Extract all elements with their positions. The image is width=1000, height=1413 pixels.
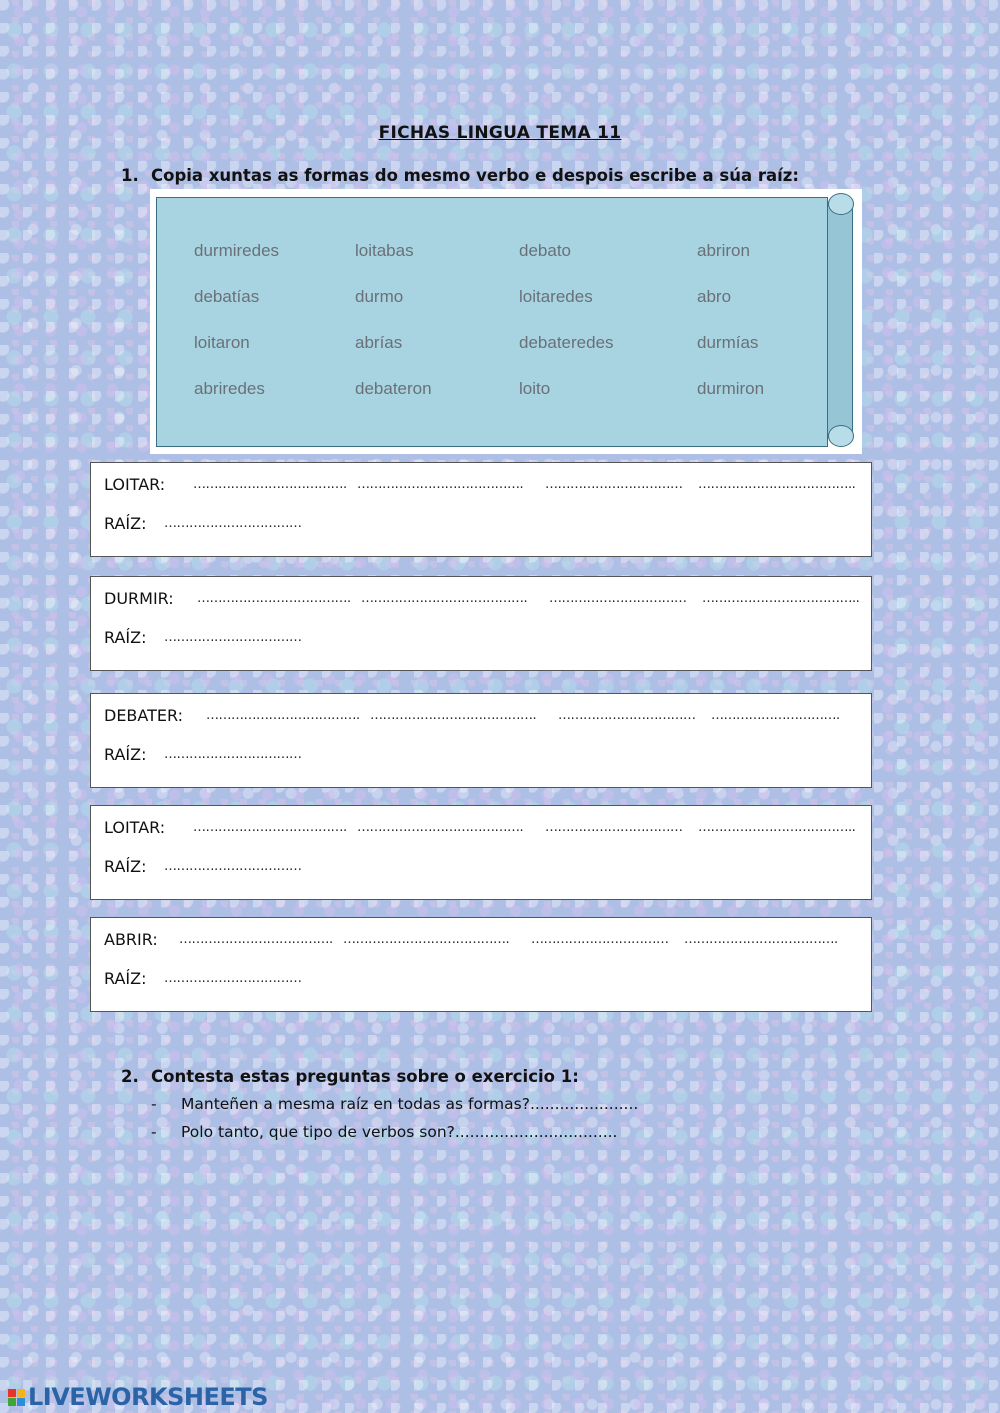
- verb-label: ABRIR:: [104, 930, 158, 949]
- bullet-dash: -: [151, 1123, 157, 1141]
- answer-blank[interactable]: ……………………………….: [193, 820, 347, 835]
- verb-label: LOITAR:: [104, 818, 166, 837]
- verb-form: loitabas: [355, 241, 414, 260]
- root-label: RAÍZ:: [104, 745, 147, 764]
- scroll-panel: [156, 197, 828, 447]
- answer-blank[interactable]: ……………………………: [549, 591, 687, 606]
- exercise-2-instruction: [121, 1067, 579, 1086]
- word-scroll: [150, 189, 862, 454]
- verb-form: abriron: [697, 241, 750, 260]
- verb-form: debatías: [194, 287, 260, 306]
- verb-form: durmiredes: [194, 241, 280, 260]
- answer-box-loitar-2: [90, 805, 872, 900]
- scroll-roll-bottom: [828, 425, 854, 447]
- answer-blank[interactable]: ………………………………….: [370, 708, 537, 723]
- answer-blank[interactable]: ……………………………….: [206, 708, 360, 723]
- logo-block: [8, 1398, 16, 1406]
- answer-blank[interactable]: ……………………………….: [193, 477, 347, 492]
- root-label: RAÍZ:: [104, 969, 147, 988]
- verb-label: DEBATER:: [104, 706, 184, 725]
- verb-form: loitaron: [194, 333, 250, 352]
- answer-blank[interactable]: ……………………………….: [179, 932, 333, 947]
- bullet-dash: -: [151, 1095, 157, 1113]
- verb-form: durmiron: [697, 379, 765, 398]
- answer-blank[interactable]: ……………………………: [545, 820, 683, 835]
- exercise-1-text: Copia xuntas as formas do mesmo verbo e despois escribe a súa raíz:: [151, 166, 800, 185]
- exercise-1-instruction: [121, 166, 799, 185]
- root-label: RAÍZ:: [104, 514, 147, 533]
- root-blank[interactable]: ……………………………: [164, 971, 302, 986]
- scroll-roll-top: [828, 193, 854, 215]
- exercise-2-number: 2.: [121, 1067, 139, 1086]
- answer-blank[interactable]: ………………………………….: [357, 820, 524, 835]
- verb-label: DURMIR:: [104, 589, 174, 608]
- answer-blank[interactable]: ………………………………….: [357, 477, 524, 492]
- verb-form: debateron: [355, 379, 432, 398]
- verb-form: abrías: [355, 333, 403, 352]
- scroll-roll: [827, 195, 853, 445]
- verb-form: loitaredes: [519, 287, 593, 306]
- answer-box-debater: [90, 693, 872, 788]
- verb-form: durmías: [697, 333, 759, 352]
- answer-box-loitar: [90, 462, 872, 557]
- root-blank[interactable]: ……………………………: [164, 630, 302, 645]
- answer-blank[interactable]: ………………………………….: [361, 591, 528, 606]
- verb-label: LOITAR:: [104, 475, 166, 494]
- answer-blank[interactable]: ………………………………..: [698, 820, 856, 835]
- answer-blank[interactable]: ………………………….: [711, 708, 840, 723]
- verb-form: debato: [519, 241, 571, 260]
- answer-blank[interactable]: ……………………………….: [684, 932, 838, 947]
- exercise-1-number: 1.: [121, 166, 139, 185]
- question-text[interactable]: Polo tanto, que tipo de verbos son?.................................: [181, 1123, 618, 1141]
- liveworksheets-logo: [8, 1382, 268, 1412]
- answer-blank[interactable]: ………………………………..: [702, 591, 860, 606]
- root-label: RAÍZ:: [104, 628, 147, 647]
- answer-blank[interactable]: ………………………………….: [343, 932, 510, 947]
- verb-form: durmo: [355, 287, 404, 306]
- answer-box-durmir: [90, 576, 872, 671]
- logo-block: [17, 1398, 25, 1406]
- answer-blank[interactable]: ……………………………: [558, 708, 696, 723]
- answer-blank[interactable]: ……………………………….: [197, 591, 351, 606]
- verb-form: debateredes: [519, 333, 614, 352]
- verb-form: abriredes: [194, 379, 265, 398]
- root-blank[interactable]: ……………………………: [164, 516, 302, 531]
- answer-blank[interactable]: ……………………………: [545, 477, 683, 492]
- answer-box-abrir: [90, 917, 872, 1012]
- exercise-2-text: Contesta estas preguntas sobre o exercicio 1:: [151, 1067, 579, 1086]
- verb-form: abro: [697, 287, 732, 306]
- logo-block: [17, 1389, 25, 1397]
- verb-form: loito: [519, 379, 551, 398]
- worksheet-title: FICHAS LINGUA TEMA 11: [378, 123, 622, 143]
- root-blank[interactable]: ……………………………: [164, 859, 302, 874]
- question-text[interactable]: Manteñen a mesma raíz en todas as formas?......................: [181, 1095, 639, 1113]
- logo-block: [8, 1389, 16, 1397]
- root-label: RAÍZ:: [104, 857, 147, 876]
- answer-blank[interactable]: ……………………………: [531, 932, 669, 947]
- logo-brand-text: LIVEWORKSHEETS: [28, 1383, 268, 1411]
- answer-blank[interactable]: ………………………………..: [698, 477, 856, 492]
- logo-blocks-icon: [8, 1389, 25, 1406]
- root-blank[interactable]: ……………………………: [164, 747, 302, 762]
